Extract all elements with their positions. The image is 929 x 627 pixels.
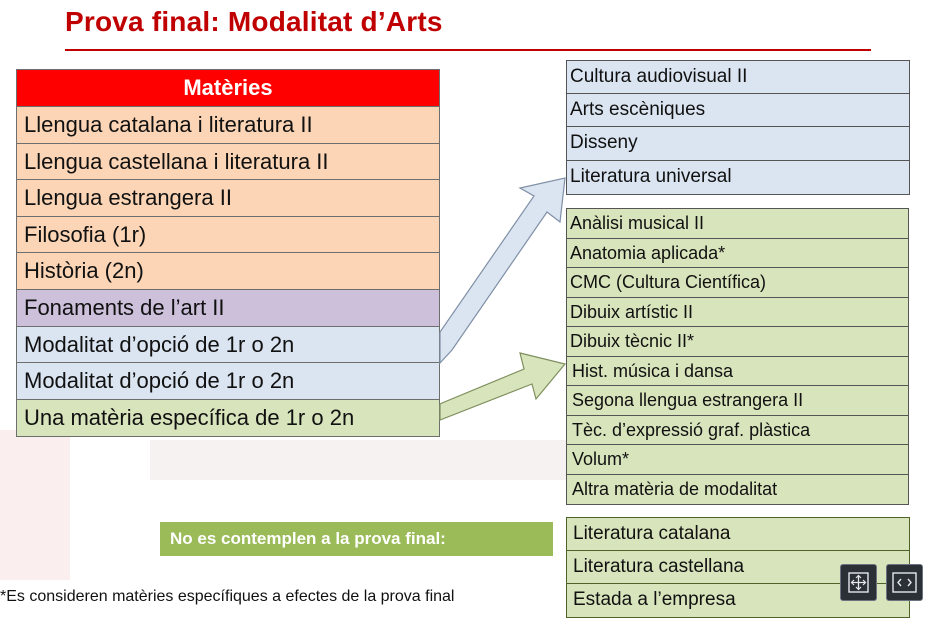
subject-row: Filosofia (1r) (17, 217, 439, 254)
not-included-label: No es contemplen a la prova final: (160, 522, 553, 556)
prev-next-icon (887, 565, 922, 600)
fullscreen-icon (841, 565, 876, 600)
fullscreen-button[interactable] (840, 564, 877, 601)
list-item: Anatomia aplicada* (567, 239, 908, 269)
list-item: Anàlisi musical II (567, 209, 908, 239)
list-item: CMC (Cultura Científica) (567, 268, 908, 298)
list-item: Dibuix artístic II (567, 298, 908, 328)
subject-row: Modalitat d’opció de 1r o 2n (17, 363, 439, 400)
list-item: Literatura universal (570, 165, 732, 187)
list-item: Disseny (567, 127, 909, 160)
subject-row: Llengua castellana i literatura II (17, 144, 439, 181)
prev-next-button[interactable] (886, 564, 923, 601)
list-item: Arts escèniques (567, 94, 909, 127)
subjects-header: Matèries (17, 70, 439, 107)
list-item: Altra matèria de modalitat (572, 478, 778, 499)
subject-row: Una matèria específica de 1r o 2n (17, 400, 439, 437)
subjects-table (16, 69, 440, 437)
subject-row: Fonaments de l’art II (17, 290, 439, 327)
slide-title: Prova final: Modalitat d’Arts (65, 6, 443, 37)
list-item: Dibuix tècnic II* (567, 327, 908, 357)
subject-row: Llengua estrangera II (17, 180, 439, 217)
subject-row: Modalitat d’opció de 1r o 2n (17, 327, 439, 364)
list-item: Literatura catalana (567, 518, 909, 551)
list-item: Literatura castellana (567, 551, 909, 584)
list-item: Hist. música i dansa (567, 357, 908, 387)
title-underline (65, 49, 871, 51)
list-item: Tèc. d’expressió graf. plàstica (567, 416, 908, 446)
list-item: Estada a l’empresa (573, 589, 736, 610)
list-item: Segona llengua estrangera II (567, 386, 908, 416)
subject-row: Llengua catalana i literatura II (17, 107, 439, 144)
list-item: Cultura audiovisual II (567, 61, 909, 94)
modality-options-list (566, 60, 910, 195)
list-item: Volum* (567, 445, 908, 475)
subject-row: Història (2n) (17, 253, 439, 290)
footnote: *Es consideren matèries específiques a efectes de la prova final (0, 582, 525, 612)
specific-options-list (566, 208, 909, 505)
